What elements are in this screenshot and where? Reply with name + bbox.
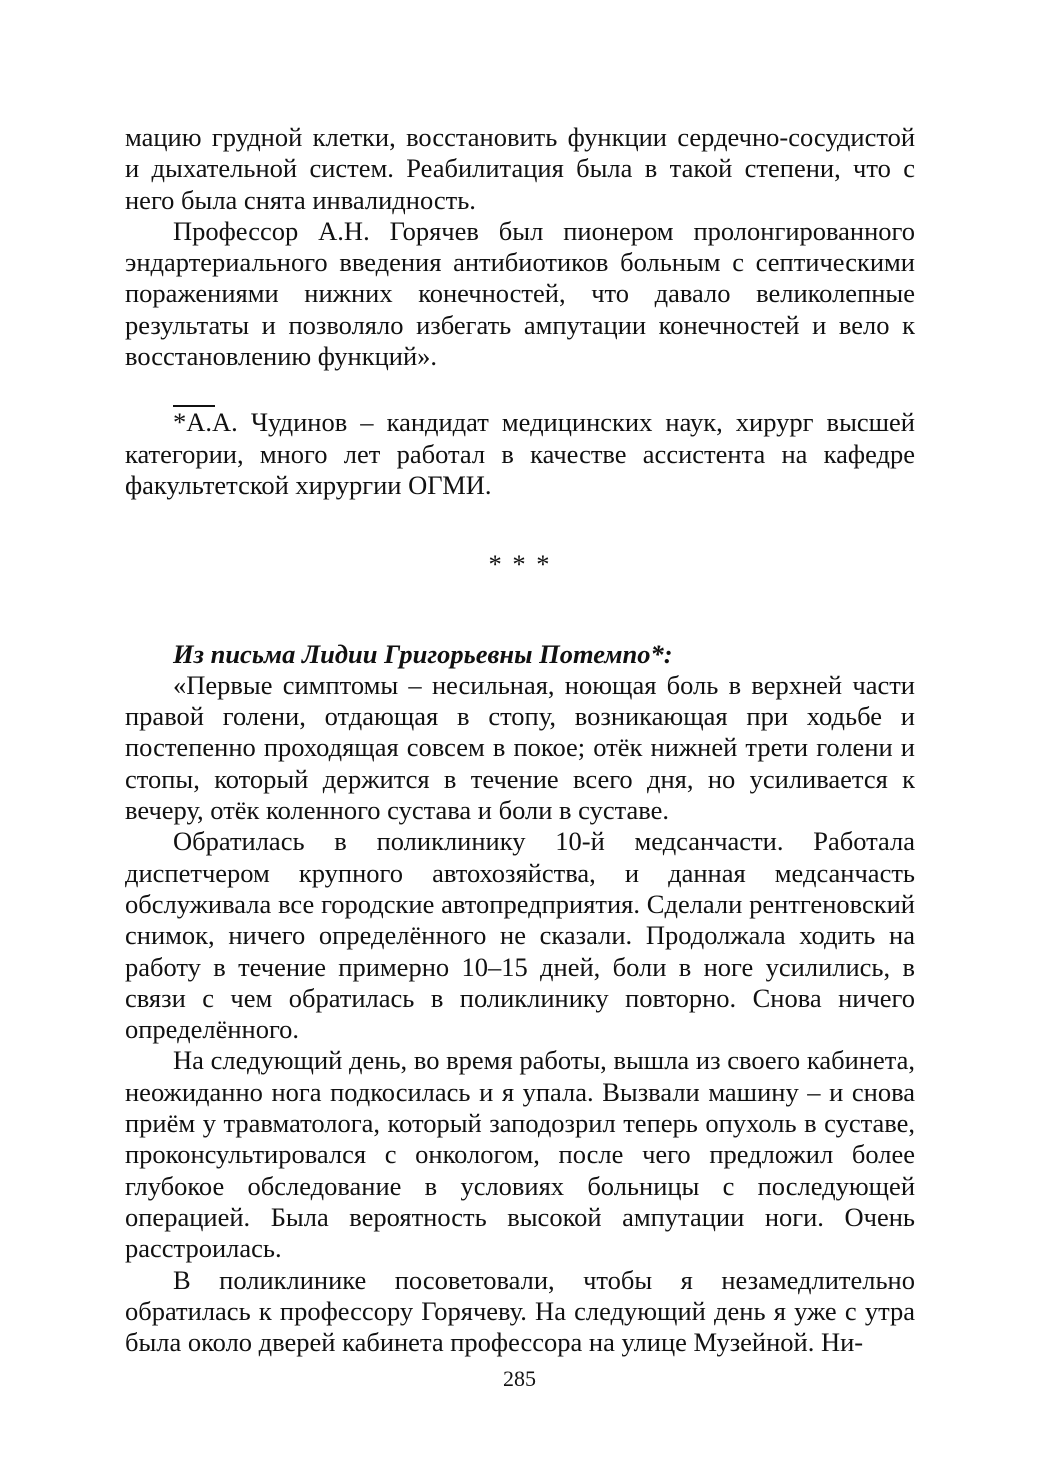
letter-paragraph-2: Обратилась в поликлинику 10-й медсанчасти. Работала диспетчером крупного автохозяйства, и данная медсанчасть обслуживала все городские автопредприятия. Сделали рентгеновский снимок, ничего определённого не сказали. Продолжала ходить на работу в течение примерно 10–15 дней, боли в ноге усилились, в связи с чем обратилась в поликлинику повторно. Снова ничего определённого. [125, 826, 915, 1045]
letter-paragraph-4: В поликлинике посоветовали, чтобы я незамедлительно обратилась к профессору Горячеву. На следующий день я уже с утра была около дверей кабинета профессора на улице Музейной. Ни- [125, 1264, 915, 1358]
paragraph-goryachev: Профессор А.Н. Горячев был пионером пролонгированного эндартериального введения антибиотиков больным с септическими поражениями нижних конечностей, что давало великолепные результаты и позволяло избегать ампутации конечностей и вело к восстановлению функций». [125, 215, 915, 372]
section-heading: Из письма Лидии Григорьевны Потемпо*: [173, 638, 673, 669]
page-number: 285 [503, 1366, 536, 1391]
letter-paragraph-1: «Первые симптомы – несильная, ноющая боль в верхней части правой голени, отдающая в стопу, возникающая при ходьбе и постепенно проходящая совсем в покое; отёк нижней трети голени и стопы, который держится в течение всего дня, но усиливается к вечеру, отёк коленного сустава и боли в суставе. [125, 669, 915, 826]
footnote: *А.А. Чудинов – кандидат медицинских наук, хирург высшей категории, много лет работал в качестве ассистента на кафедре факультетской хирургии ОГМИ. [125, 407, 915, 500]
section-separator: * * * [488, 549, 552, 580]
paragraph-continuation: мацию грудной клетки, восстановить функции сердечно-сосудистой и дыхательной систем. Реабилитация была в такой степени, что с него была снята инвалидность. [125, 122, 915, 215]
letter-paragraph-3: На следующий день, во время работы, вышла из своего кабинета, неожиданно нога подкосилась и я упала. Вызвали машину – и снова приём у травматолога, который заподозрил теперь опухоль в суставе, проконсультировался с онкологом, после чего предложил более глубокое обследование в условиях больницы с последующей операцией. Была вероятность высокой ампутации ноги. Очень расстроилась. [125, 1045, 915, 1264]
page-body [125, 122, 915, 1358]
